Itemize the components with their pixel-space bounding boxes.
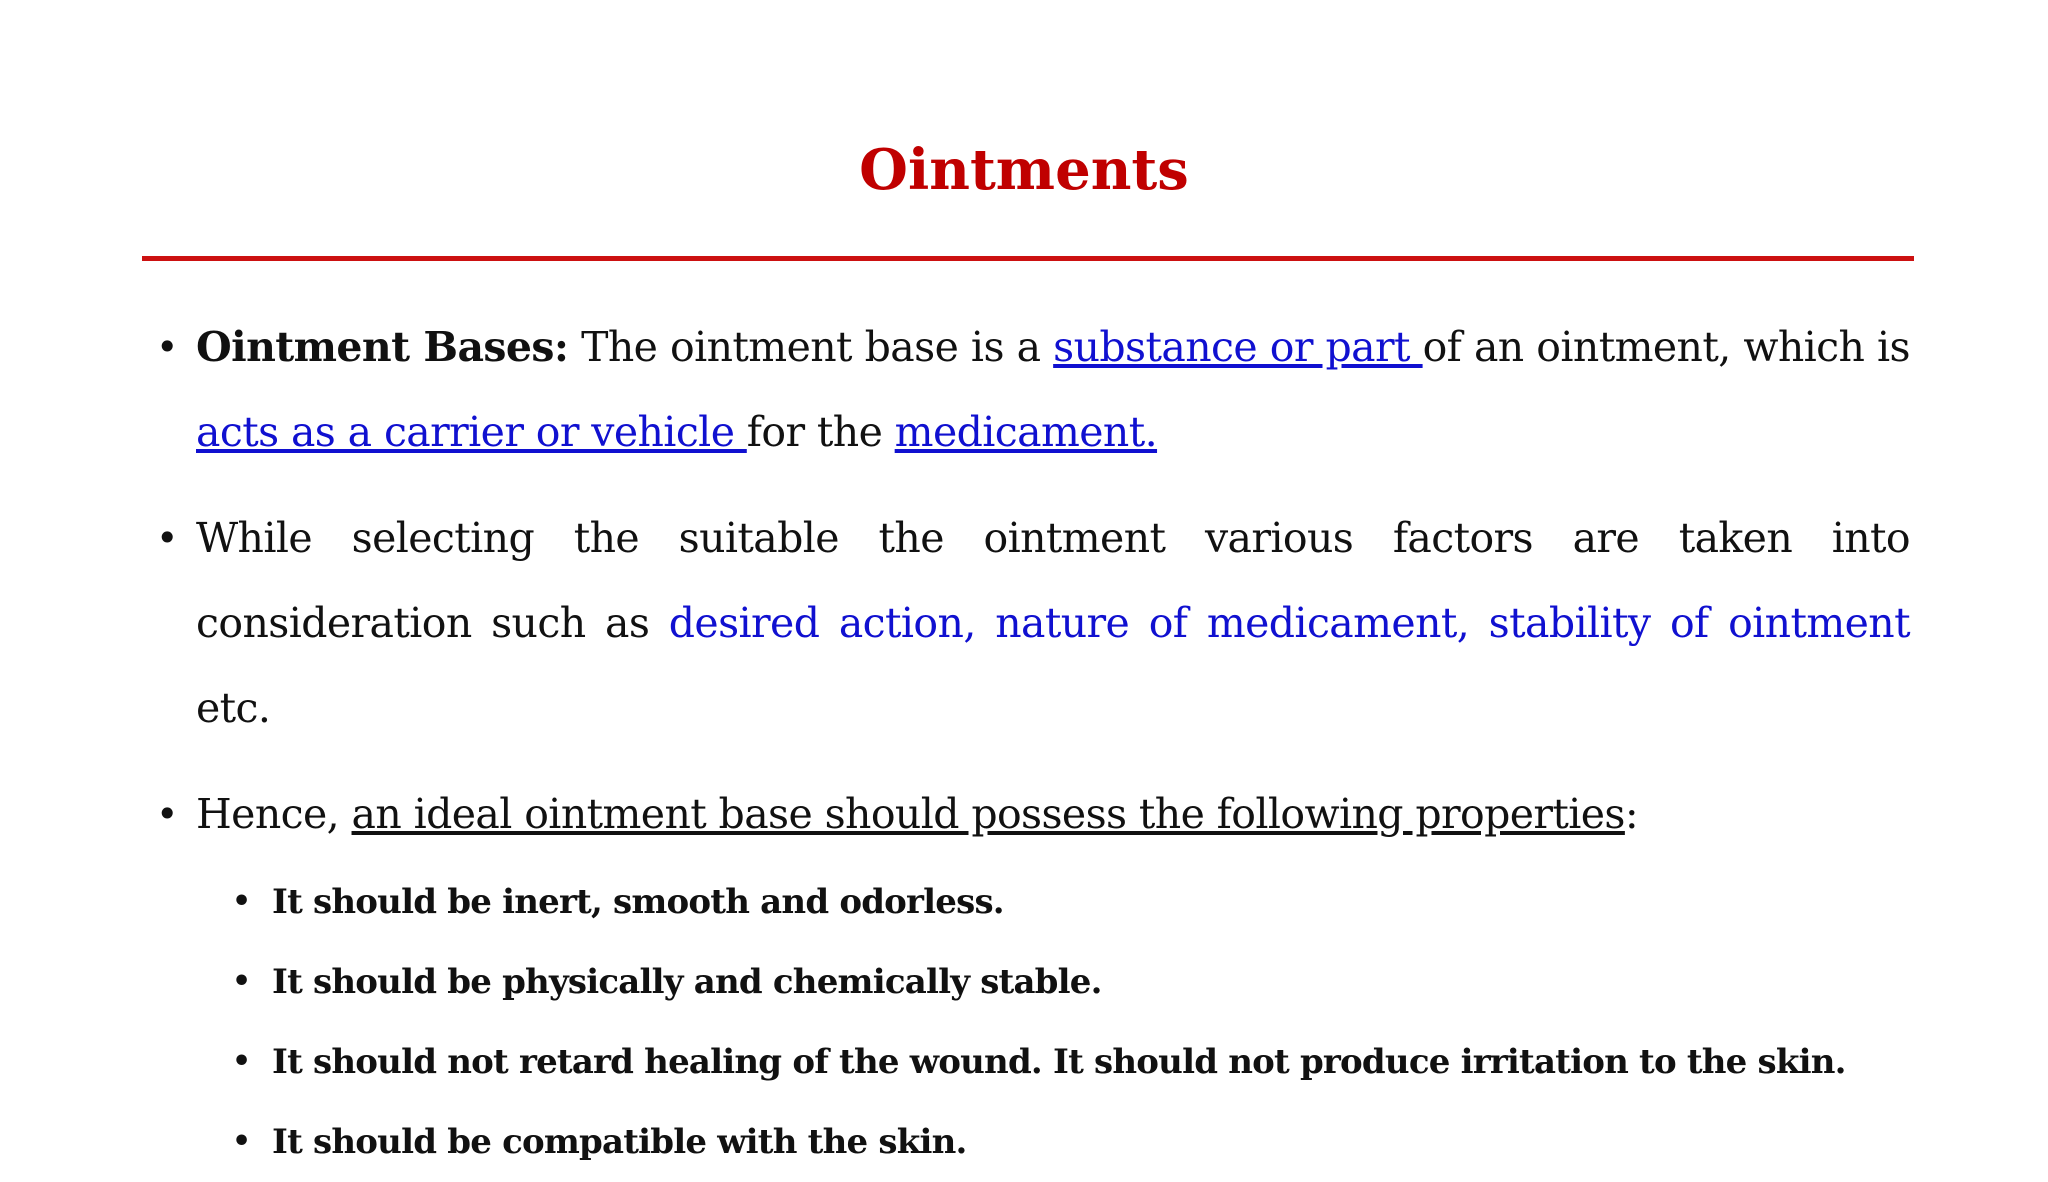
bullet-text: The ointment base is a — [568, 323, 1054, 371]
bullet-dot-icon: • — [232, 964, 251, 999]
link-carrier-or-vehicle[interactable]: acts as a carrier or vehicle — [196, 408, 747, 456]
bullet-dot-icon: • — [232, 1124, 251, 1159]
property-text: It should be inert, smooth and odorless. — [272, 882, 1004, 922]
bullet-text: Hence, — [196, 790, 352, 838]
bullet-label: Ointment Bases: — [196, 323, 569, 371]
bullet-ointment-bases — [150, 305, 1910, 475]
bullet-dot-icon: • — [156, 516, 178, 560]
link-substance-or-part[interactable]: substance or part — [1053, 323, 1423, 371]
property-text: It should not retard healing of the wound. It should not produce irritation to the skin. — [272, 1042, 1846, 1082]
bullet-ideal-properties — [150, 772, 1910, 857]
link-medicament[interactable]: medicament. — [894, 408, 1158, 456]
property-item — [150, 862, 1910, 942]
bullet-dot-icon: • — [232, 1044, 251, 1079]
bullet-dot-icon: • — [232, 884, 251, 919]
properties-list — [150, 862, 1910, 1182]
property-item — [150, 1102, 1910, 1182]
bullet-dot-icon: • — [156, 792, 178, 836]
underlined-text: an ideal ointment base should possess the following properties — [351, 790, 1625, 838]
property-item — [150, 1022, 1910, 1102]
property-text: It should be physically and chemically stable. — [272, 962, 1102, 1002]
property-text: It should be compatible with the skin. — [272, 1122, 967, 1162]
bullet-text: of an ointment, which is — [1422, 323, 1910, 371]
bullet-text: etc. — [196, 684, 271, 732]
bullet-text: : — [1624, 790, 1639, 838]
slide-title: Ointments — [859, 137, 1189, 203]
bullet-text: for the — [746, 408, 895, 456]
factors-highlight: desired action, nature of medicament, stability of ointment — [668, 599, 1910, 647]
bullet-selection-factors — [150, 496, 1910, 751]
slide-content — [150, 305, 1910, 1182]
bullet-dot-icon: • — [156, 325, 178, 369]
bullet-text: While selecting the suitable the ointment various factors are taken into consideration such as — [196, 514, 1910, 647]
title-divider — [142, 256, 1914, 261]
property-item — [150, 942, 1910, 1022]
